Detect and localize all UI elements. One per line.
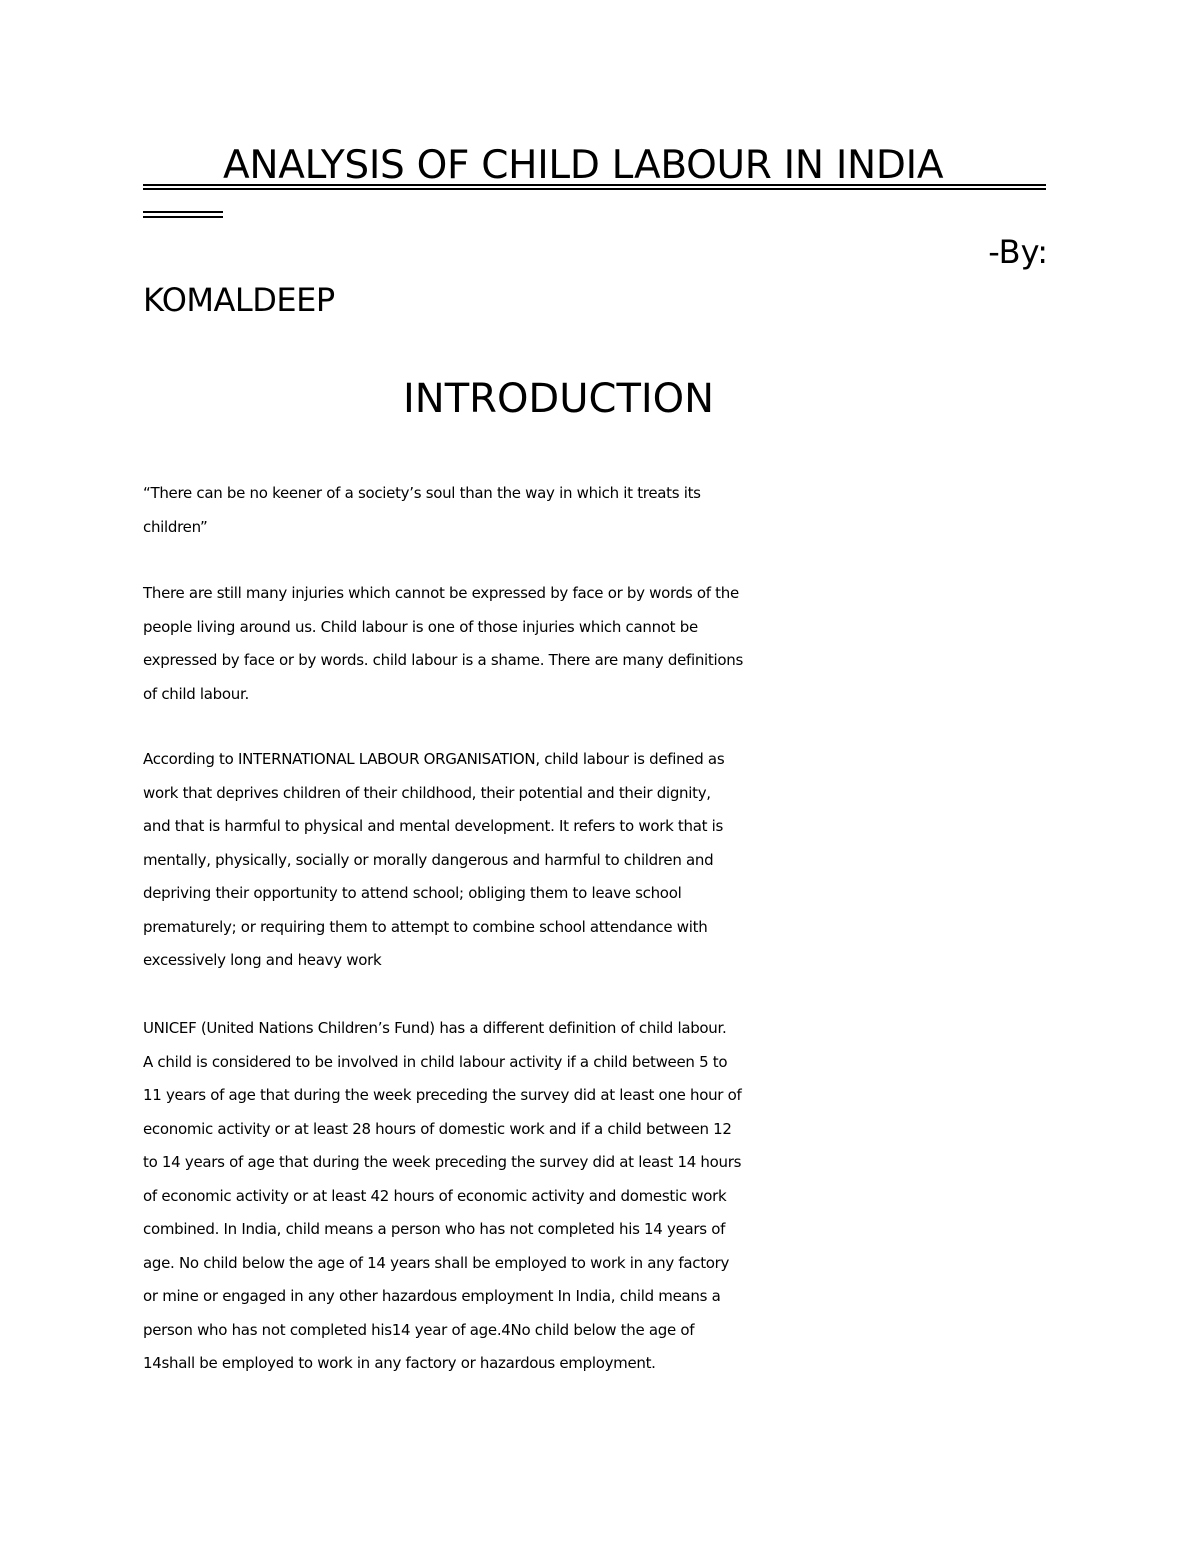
paragraph-line: excessively long and heavy work (143, 951, 382, 969)
document-title: ANALYSIS OF CHILD LABOUR IN INDIA (223, 143, 944, 188)
paragraph-line: of economic activity or at least 42 hours of economic activity and domestic work (143, 1186, 727, 1205)
paragraph-line: and that is harmful to physical and mental development. It refers to work that is (143, 817, 724, 835)
paragraph-line: 11 years of age that during the week preceding the survey did at least one hour of (143, 1086, 742, 1104)
unicef-definition-paragraph (143, 1012, 1063, 1381)
quote-paragraph (143, 477, 1063, 544)
paragraph-line: prematurely; or requiring them to attempt to combine school attendance with (143, 917, 708, 936)
paragraph-line: or mine or engaged in any other hazardous employment In India, child means a (143, 1287, 721, 1305)
paragraph-line: combined. In India, child means a person who has not completed his 14 years of (143, 1220, 726, 1238)
paragraph-line: expressed by face or by words. child labour is a shame. There are many definitions (143, 651, 743, 669)
paragraph-line: depriving their opportunity to attend school; obliging them to leave school (143, 884, 682, 902)
intro-paragraph (143, 577, 1063, 711)
author-name: KOMALDEEP (143, 281, 335, 319)
ilo-definition-paragraph (143, 743, 1063, 978)
paragraph-line: “There can be no keener of a society’s soul than the way in which it treats its (143, 484, 701, 502)
title-block (143, 140, 1046, 192)
paragraph-line: age. No child below the age of 14 years shall be employed to work in any factory (143, 1253, 730, 1272)
paragraph-line: of child labour. (143, 684, 249, 703)
paragraph-line: According to INTERNATIONAL LABOUR ORGANISATION, child labour is defined as (143, 750, 725, 768)
paragraph-line: mentally, physically, socially or morally dangerous and harmful to children and (143, 850, 714, 869)
paragraph-line: economic activity or at least 28 hours of domestic work and if a child between 12 (143, 1119, 732, 1138)
short-rule-bottom (143, 216, 223, 218)
paragraph-line: 14shall be employed to work in any factory or hazardous employment. (143, 1354, 656, 1372)
paragraph-line: children” (143, 517, 208, 536)
title-underline (143, 184, 1046, 186)
short-rule-top (143, 211, 223, 213)
paragraph-line: to 14 years of age that during the week preceding the survey did at least 14 hours (143, 1153, 742, 1171)
paragraph-line: A child is considered to be involved in child labour activity if a child between 5 to (143, 1052, 728, 1071)
paragraph-line: people living around us. Child labour is one of those injuries which cannot be (143, 617, 698, 636)
paragraph-line: person who has not completed his14 year of age.4No child below the age of (143, 1320, 695, 1339)
paragraph-line: work that deprives children of their childhood, their potential and their dignity, (143, 783, 711, 802)
section-heading: INTRODUCTION (403, 376, 715, 422)
paragraph-line: There are still many injuries which cannot be expressed by face or by words of the (143, 584, 739, 602)
title-double-underline (143, 188, 1046, 190)
byline: -By: (988, 233, 1048, 271)
paragraph-line: UNICEF (United Nations Children’s Fund) has a different definition of child labour. (143, 1019, 727, 1037)
